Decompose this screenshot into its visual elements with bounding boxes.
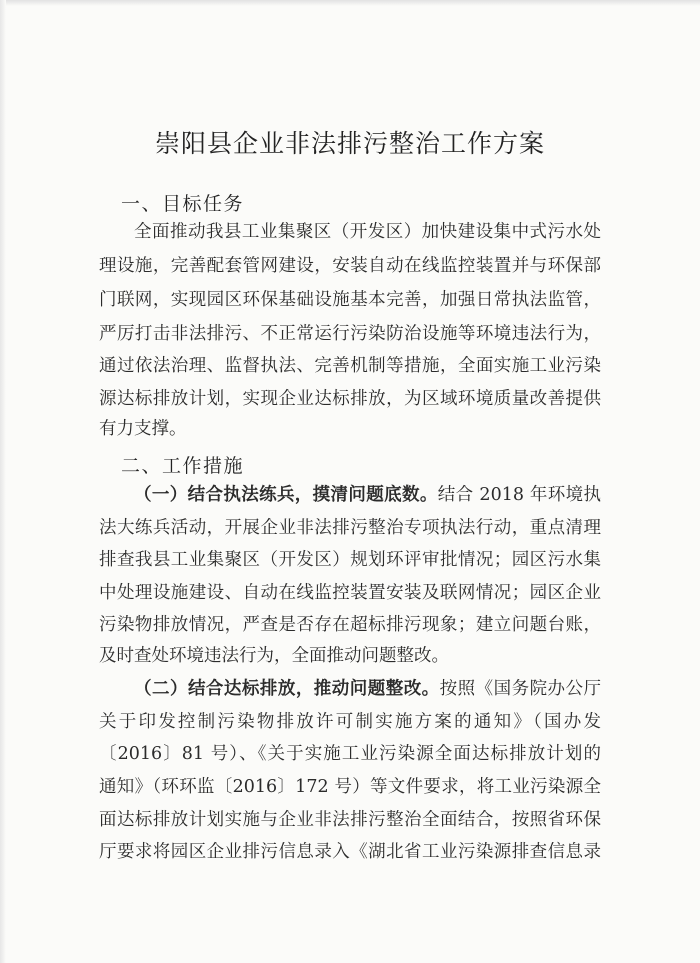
measure-1-first-rest: 结合 2018 年环境执: [437, 485, 602, 505]
paragraph-line: 通过依法治理、监督执法、完善机制等措施，全面实施工业污染: [99, 356, 601, 376]
paragraph-line: 严厉打击非法排污、不正常运行污染防治设施等环境违法行为，: [99, 324, 601, 344]
measure-1-first-line: [134, 487, 601, 505]
paragraph-line: 厅要求将园区企业排污信息录入《湖北省工业污染源排查信息录: [99, 842, 601, 862]
paragraph-line: 及时查处环境违法行为，全面推动问题整改。: [99, 646, 449, 666]
measure-2-first-line: [134, 681, 601, 699]
document-title: 崇阳县企业非法排污整治工作方案: [154, 129, 545, 158]
scan-edge-top: [0, 0, 700, 6]
section-heading-1: 一、目标任务: [121, 193, 245, 215]
paragraph-line: 中处理设施建设、自动在线监控装置安装及联网情况；园区企业: [99, 583, 601, 603]
section-heading-2: 二、工作措施: [121, 455, 245, 477]
paragraph-line: 排查我县工业集聚区（开发区）规划环评审批情况；园区污水集: [99, 550, 601, 570]
paragraph-line: 〔2016〕81 号）、《关于实施工业污染源全面达标排放计划的: [99, 744, 601, 764]
paragraph-line: 理设施，完善配套管网建设，安装自动在线监控装置并与环保部: [99, 256, 601, 276]
measure-2-first-rest: 按照《国务院办公厅: [439, 679, 602, 699]
paragraph-line: 污染物排放情况，严查是否存在超标排污现象；建立问题台账，: [99, 615, 601, 635]
paragraph-line: 有力支撑。: [99, 419, 187, 439]
paragraph-line: 面达标排放计划实施与企业非法排污整治全面结合，按照省环保: [99, 810, 601, 830]
paragraph-line: 全面推动我县工业集聚区（开发区）加快建设集中式污水处: [134, 222, 601, 242]
paragraph-line: 关于印发控制污染物排放许可制实施方案的通知》（国办发: [99, 712, 601, 732]
paragraph-line: 法大练兵活动，开展企业非法排污整治专项执法行动，重点清理: [99, 518, 601, 538]
paragraph-line: 门联网，实现园区环保基础设施基本完善，加强日常执法监管，: [99, 290, 601, 310]
paragraph-line: 通知》（环环监〔2016〕172 号）等文件要求，将工业污染源全: [99, 777, 601, 797]
measure-1-lead: （一）结合执法练兵，摸清问题底数。: [134, 485, 438, 505]
paragraph-line: 源达标排放计划，实现企业达标排放，为区域环境质量改善提供: [99, 389, 601, 409]
measure-2-lead: （二）结合达标排放，推动问题整改。: [134, 679, 440, 699]
